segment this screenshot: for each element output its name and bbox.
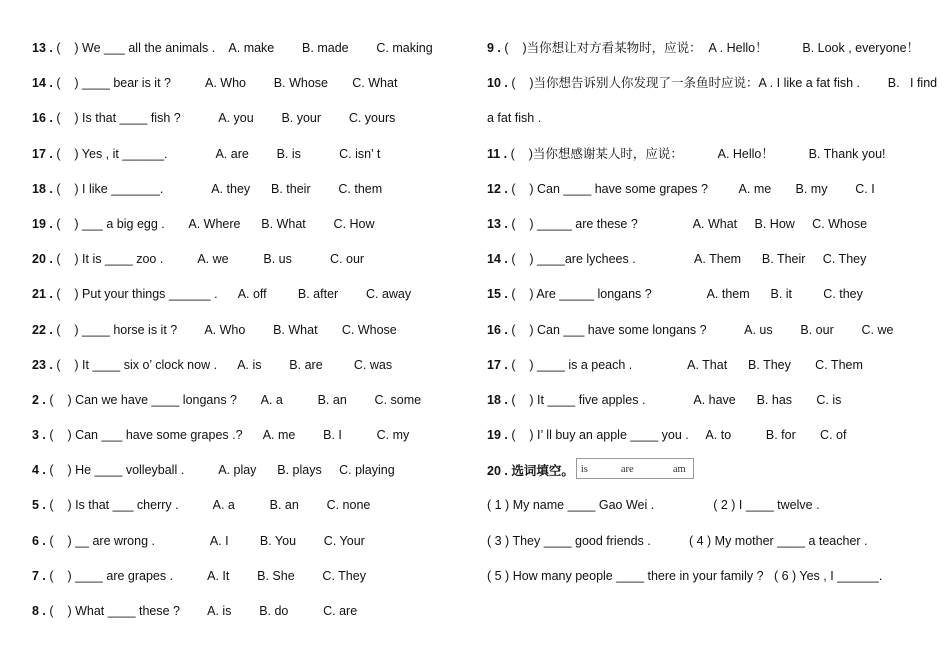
question-line [487, 215, 937, 250]
question-number: 3 . [32, 428, 46, 443]
question-number: 22 . [32, 322, 53, 337]
question-line [32, 145, 462, 180]
question-number: 4 . [32, 463, 46, 478]
question-number: 17 . [32, 146, 53, 161]
question-text: ( ) Can ___ have some grapes .? A. me B. I C. my [49, 428, 410, 443]
question-line [487, 461, 937, 496]
question-line [487, 426, 937, 461]
question-number: 10 . [487, 76, 508, 91]
question-text: ( ) Can ____ have some grapes ? A. me B. my C. I [511, 181, 875, 196]
question-number: 14 . [32, 76, 53, 91]
question-number: 18 . [487, 392, 508, 407]
question-line [487, 391, 937, 426]
question-line [487, 39, 937, 74]
question-text: ( )当你想告诉别人你发现了一条鱼时应说：A . I like a fat fish . B. I find [511, 76, 938, 91]
question-number: 21 . [32, 287, 53, 302]
question-text: ( ) ___ a big egg . A. Where B. What C. How [56, 216, 375, 231]
question-line [487, 321, 937, 356]
question-line [487, 74, 937, 109]
question-line [32, 180, 462, 215]
question-text: ( ) What ____ these ? A. is B. do C. are [49, 604, 358, 618]
question-line [32, 39, 462, 74]
fill-in-line [487, 532, 937, 567]
word-bank-item: are [620, 464, 634, 476]
question-number: 19 . [32, 216, 53, 231]
question-text: ( 1 ) My name ____ Gao Wei . ( 2 ) I ____ twelve . [487, 498, 820, 513]
question-text: ( )当你想感谢某人时，应说： A. Hello！ B. Thank you! [510, 146, 886, 161]
question-line [32, 602, 462, 637]
question-text: ( ) __ are wrong . A. I B. You C. Your [49, 533, 365, 548]
word-bank-item: is [580, 464, 588, 476]
question-line [32, 356, 462, 391]
left-question-column [32, 39, 462, 637]
question-number: 6 . [32, 533, 46, 548]
word-bank-item: am [672, 464, 686, 476]
question-line [487, 250, 937, 285]
question-text: ( ) Is that ___ cherry . A. a B. an C. none [49, 498, 371, 513]
question-text: ( ) We ___ all the animals . A. make B. made C. making [56, 41, 433, 55]
question-text: ( ) ____ are grapes . A. It B. She C. They [49, 568, 366, 583]
question-text: ( ) Is that ____ fish ? A. you B. your C. yours [56, 111, 396, 126]
section-heading: 选词填空。 [511, 464, 574, 479]
right-question-column [487, 39, 937, 602]
question-line [32, 426, 462, 461]
question-line [487, 145, 937, 180]
question-line [487, 180, 937, 215]
question-text: ( ) It is ____ zoo . A. we B. us C. our [56, 252, 365, 267]
question-text: ( ) I’ ll buy an apple ____ you . A. to B. for C. of [511, 428, 847, 443]
question-text: ( ) Are _____ longans ? A. them B. it C. they [511, 287, 863, 302]
question-text: ( ) ____ is a peach . A. That B. They C. Them [511, 357, 863, 372]
question-text: ( 3 ) They ____ good friends . ( 4 ) My mother ____ a teacher . [487, 533, 868, 548]
question-text: ( )当你想让对方看某物时，应说： A . Hello！ B. Look , everyone！ [504, 41, 920, 55]
word-bank-box [576, 458, 694, 479]
question-number: 19 . [487, 428, 508, 443]
question-continuation-line [487, 109, 937, 144]
question-number: 20 . [32, 252, 53, 267]
question-number: 13 . [32, 41, 53, 55]
question-line [32, 532, 462, 567]
question-number: 9 . [487, 41, 501, 55]
question-number: 20 . [487, 464, 508, 479]
question-text: ( ) Put your things ______ . A. off B. after C. away [56, 287, 412, 302]
question-text: ( ) Can we have ____ longans ? A. a B. an C. some [49, 392, 422, 407]
question-number: 16 . [32, 111, 53, 126]
question-number: 13 . [487, 216, 508, 231]
question-line [32, 461, 462, 496]
question-number: 15 . [487, 287, 508, 302]
question-text: ( ) It ____ five apples . A. have B. has C. is [511, 392, 842, 407]
question-line [32, 391, 462, 426]
question-number: 16 . [487, 322, 508, 337]
question-line [32, 250, 462, 285]
question-text: ( ) ____ bear is it ? A. Who B. Whose C. What [56, 76, 398, 91]
question-line [32, 496, 462, 531]
question-number: 18 . [32, 181, 53, 196]
question-line [32, 567, 462, 602]
fill-in-line [487, 496, 937, 531]
question-text: ( ) He ____ volleyball . A. play B. plays C. playing [49, 463, 395, 478]
question-text: ( ) ____ horse is it ? A. Who B. What C. Whose [56, 322, 397, 337]
question-line [32, 215, 462, 250]
question-text: ( ) ____are lychees . A. Them B. Their C. They [511, 252, 867, 267]
question-number: 7 . [32, 568, 46, 583]
question-text: ( ) It ____ six o’ clock now . A. is B. are C. was [56, 357, 393, 372]
question-line [32, 109, 462, 144]
question-number: 17 . [487, 357, 508, 372]
question-number: 12 . [487, 181, 508, 196]
question-number: 2 . [32, 392, 46, 407]
question-number: 11 . [487, 146, 508, 161]
question-number: 23 . [32, 357, 53, 372]
question-line [487, 356, 937, 391]
question-number: 14 . [487, 252, 508, 267]
question-text: ( ) _____ are these ? A. What B. How C. Whose [511, 216, 868, 231]
question-text: ( ) Can ___ have some longans ? A. us B. our C. we [511, 322, 894, 337]
question-line [32, 285, 462, 320]
question-line [32, 74, 462, 109]
question-number: 5 . [32, 498, 46, 513]
question-line [32, 321, 462, 356]
question-line [487, 285, 937, 320]
question-text: ( ) I like _______. A. they B. their C. them [56, 181, 383, 196]
question-text: a fat fish . [487, 111, 542, 126]
question-text: ( ) Yes , it ______. A. are B. is C. isn’ t [56, 146, 381, 161]
question-number: 8 . [32, 604, 46, 618]
question-text: ( 5 ) How many people ____ there in your family ? ( 6 ) Yes , I ______. [487, 568, 883, 583]
fill-in-line [487, 567, 937, 602]
